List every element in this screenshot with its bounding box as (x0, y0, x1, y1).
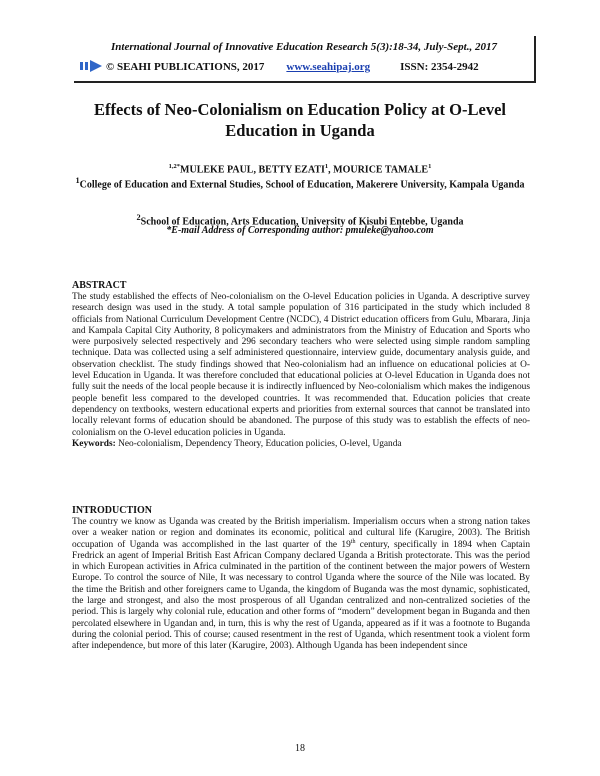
issn: ISSN: 2354-2942 (400, 61, 479, 73)
ordinal-sup: th (350, 538, 356, 545)
intro-text-a: The country we know as Uganda was created by the British imperialism. Imperialism occurs when a strong nation takes over a weaker nation or region and dominates its economic, political and cultural life (Karugire, 2003). The British occupation of Uganda was accomplished in the last quarter of the 19 (72, 517, 530, 550)
affiliation-sup: 2 (136, 213, 141, 222)
author-sup: 1 (428, 163, 432, 170)
abstract-heading: ABSTRACT (72, 280, 127, 291)
keywords (72, 439, 530, 450)
journal-header (74, 36, 536, 83)
affiliation-sup: 1 (75, 176, 80, 185)
author-sup: 1,2* (168, 163, 181, 170)
website-link[interactable]: www.seahipaj.org (286, 61, 371, 73)
affiliation-text: School of Education, Arts Education, University of Kisubi Entebbe, Uganda (140, 216, 464, 228)
affiliation-text: College of Education and External Studies, School of Education, Makerere University, Kampala Uganda (79, 179, 525, 191)
affiliation-1 (60, 175, 540, 191)
article-title: Effects of Neo-Colonialism on Education Policy at O-Level Education in Uganda (93, 100, 506, 140)
arrow-icon (80, 60, 102, 72)
abstract-body (72, 292, 530, 450)
intro-text-b: century, specifically in 1894 when Captain Fredrick an agent of Imperial British East African Company declared Uganda a British protectorate. This was the period in which European activities in Africa culminated in the partition of the continent between the major powers of Western Europe. To control the source of Nile, It was necessary to control Uganda where the source of the Nile was located. By the time the British and other foreigners came to Uganda, the kingdom of Buganda was the most dynamic, sophisticated, the large and strongest, and also the most prosperous of all Ugandan centralized and non-centralized societies of the period. This is largely why colonial rule, education and other forms of “modern” development began in Buganda and then percolated elsewhere in Ugandan and, in turn, this is why the rest of Uganda, appeared as if it was a footnote to Buganda during the colonial period. This of course; caused resentment in the rest of Uganda, which resentment took a violent form after independence, but more of this later (Karugire, 2003). Although Uganda has been independent since (72, 539, 531, 652)
keywords-label: Keywords: (72, 438, 116, 449)
publisher-line (80, 60, 530, 76)
journal-citation: International Journal of Innovative Education Research 5(3):18-34, July-Sept., 2017 (111, 41, 497, 53)
keywords-text: Neo-colonialism, Dependency Theory, Education policies, O-level, Uganda (115, 438, 402, 449)
author-sup: 1 (324, 163, 329, 170)
abstract-text: The study established the effects of Neo-colonialism on the O-level Education policies in Uganda. A descriptive survey research design was used in the study. A total sample population of 316 participated in the study which included 8 officials from National Curriculum Development Centre (NCDC), 4 District education officers from Gulu, Mbarara, Jinja and Kampala Capital City Authority, 8 policymakers and administrators from the Ministry of Education and Sports who were purposively selected respectively and 296 secondary teachers who were selected using simple random sampling technique. Data was collected using a self administered questionnaire, interview guide, documentary analysis guide, and observation checklist. The study findings showed that Neo-colonialism had an influence on educational policies at O-level Education in Uganda. It was therefore concluded that educational policies at O-level Education in Uganda does not fully suit the needs of the local people because it is indirectly influenced by Neo-colonialism which makes the indigenous people benefit less compared to the developed countries. It was recommended that. Education policies that create dependency on textbooks, western educational experts and priorities from external sources that cannot be translated into locally relevant forms of education should be abandoned. The purpose of this study was to establish the effects of neo-colonialism on the O-level education policies in Uganda. (72, 292, 530, 438)
introduction-paragraph (72, 517, 530, 653)
introduction-heading: INTRODUCTION (72, 505, 153, 516)
corresponding-email: *E-mail Address of Corresponding author: pmuleke@yahoo.com (166, 225, 434, 236)
publisher-name: © SEAHI PUBLICATIONS, 2017 (106, 61, 265, 73)
authors-names: MULEKE PAUL, BETTY EZATI (180, 164, 325, 176)
authors-names: , MOURICE TAMALE (328, 164, 429, 176)
introduction-body (72, 517, 530, 653)
page-number: 18 (295, 743, 305, 754)
